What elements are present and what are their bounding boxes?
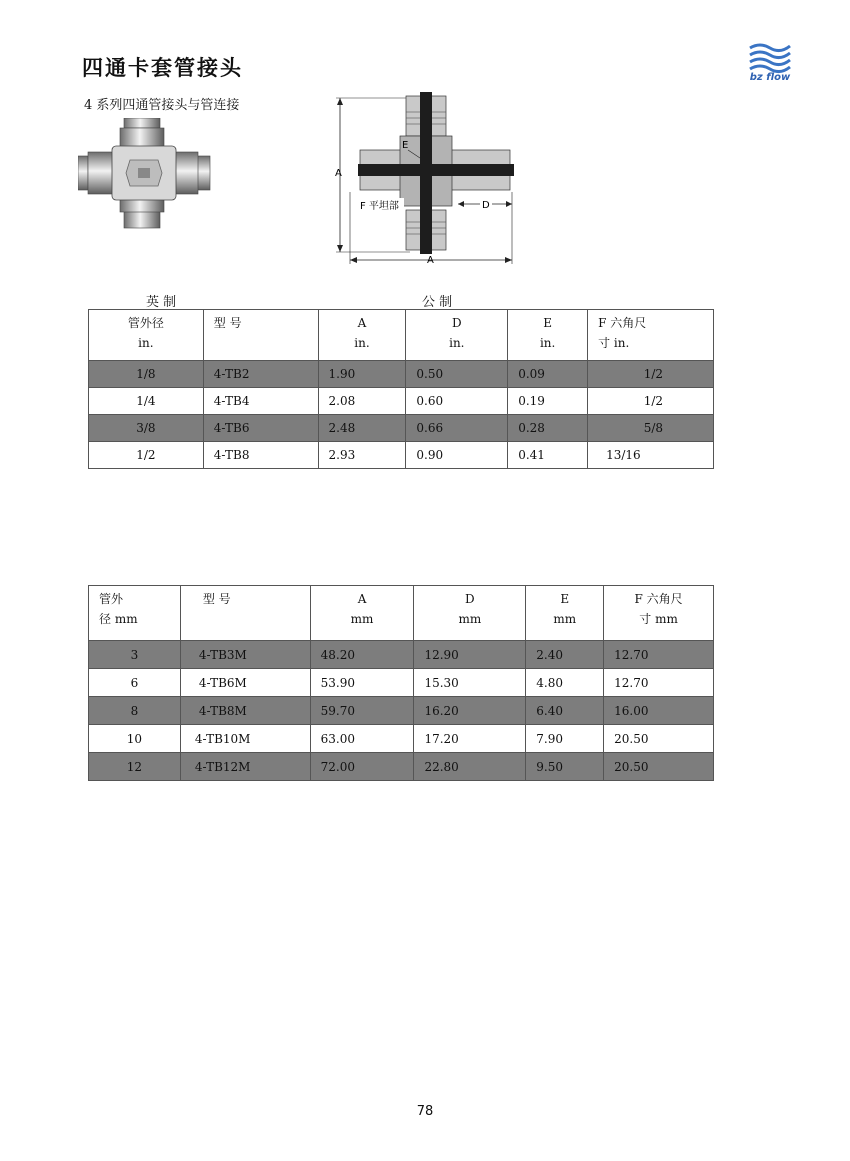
cell-f: 12.70 [604,669,714,697]
cell-model: 4-TB6 [203,415,318,442]
brand-logo [744,40,796,88]
cell-od: 1/2 [89,442,204,469]
header-cell: 管外径 [127,316,164,330]
table-row [89,669,714,697]
page-subtitle: 4 系列四通管接头与管连接 [84,98,240,113]
cell-model: 4-TB10M [180,725,310,753]
header-cell: A [357,592,367,606]
cell-d: 0.90 [406,442,508,469]
dim-a-vertical-label: A [335,168,342,179]
header-unit: 寸 in. [598,336,630,350]
cell-e: 0.19 [508,388,588,415]
cell-a: 2.08 [318,388,406,415]
header-cell: 管外 [99,592,124,606]
wave-logo-icon [744,40,796,74]
cell-model: 4-TB8M [180,697,310,725]
cell-a: 1.90 [318,361,406,388]
cell-e: 9.50 [526,753,604,781]
cell-e: 4.80 [526,669,604,697]
cell-d: 22.80 [414,753,526,781]
table-row [89,725,714,753]
header-unit: in. [138,336,154,350]
cell-model: 4-TB3M [180,641,310,669]
cell-a: 48.20 [310,641,414,669]
cell-e: 7.90 [526,725,604,753]
cell-f: 12.70 [604,641,714,669]
table-row [89,361,714,388]
cell-e: 0.09 [508,361,588,388]
cross-section-diagram [330,92,520,267]
header-unit: in. [449,336,465,350]
cell-f: 13/16 [588,442,714,469]
cell-f: 16.00 [604,697,714,725]
metric-group-label: 公 制 [422,295,453,310]
cell-a: 2.48 [318,415,406,442]
cell-od: 12 [89,753,181,781]
table-row [89,753,714,781]
cell-model: 4-TB6M [180,669,310,697]
cell-model: 4-TB8 [203,442,318,469]
header-cell: F 六角尺 [598,316,647,330]
table-row [89,388,714,415]
cell-f: 5/8 [588,415,714,442]
header-cell: D [465,592,475,606]
cell-f: 1/2 [588,388,714,415]
cell-d: 12.90 [414,641,526,669]
cell-d: 0.66 [406,415,508,442]
page-title: 四通卡套管接头 [82,56,243,80]
dim-e-label: E [402,140,409,151]
header-unit: mm [458,612,482,626]
header-unit: 寸 mm [639,612,678,626]
cell-a: 72.00 [310,753,414,781]
header-unit: in. [354,336,370,350]
header-cell: F 六角尺 [634,592,683,606]
table-row [89,641,714,669]
cell-a: 59.70 [310,697,414,725]
cell-d: 0.60 [406,388,508,415]
header-cell: 型 号 [213,316,242,330]
cell-od: 3 [89,641,181,669]
cell-f: 20.50 [604,753,714,781]
header-cell: D [451,316,462,330]
cell-od: 3/8 [89,415,204,442]
cell-d: 15.30 [414,669,526,697]
cell-d: 0.50 [406,361,508,388]
header-cell: E [543,316,553,330]
cell-e: 0.28 [508,415,588,442]
cell-a: 63.00 [310,725,414,753]
table-row [89,415,714,442]
cross-fitting-photo [78,118,220,238]
metric-spec-table [88,585,714,781]
header-cell: E [560,592,570,606]
cell-od: 1/4 [89,388,204,415]
header-unit: in. [539,336,556,350]
cell-a: 53.90 [310,669,414,697]
cell-f: 1/2 [588,361,714,388]
cell-e: 6.40 [526,697,604,725]
cell-model: 4-TB4 [203,388,318,415]
cell-model: 4-TB12M [180,753,310,781]
cell-e: 0.41 [508,442,588,469]
cell-od: 1/8 [89,361,204,388]
cell-od: 10 [89,725,181,753]
header-cell: 型 号 [202,592,231,606]
table-row [89,442,714,469]
cell-od: 6 [89,669,181,697]
header-unit: mm [350,612,374,626]
imperial-spec-table [88,309,714,469]
cell-d: 17.20 [414,725,526,753]
dim-a-horizontal-label: A [427,255,434,266]
header-unit: 径 mm [99,612,138,626]
header-unit: mm [553,612,577,626]
imperial-group-label: 英 制 [146,295,177,310]
header-cell: A [357,316,367,330]
dim-d-label: D [482,200,490,211]
table-header-row [89,310,714,361]
flat-part-label: F 平坦部 [360,201,399,212]
logo-text: bz flow [749,72,791,83]
cell-d: 16.20 [414,697,526,725]
table-row [89,697,714,725]
table-header-row [89,586,714,641]
cell-od: 8 [89,697,181,725]
cell-a: 2.93 [318,442,406,469]
cell-model: 4-TB2 [203,361,318,388]
page-number: 78 [416,1104,434,1119]
cell-e: 2.40 [526,641,604,669]
cell-f: 20.50 [604,725,714,753]
